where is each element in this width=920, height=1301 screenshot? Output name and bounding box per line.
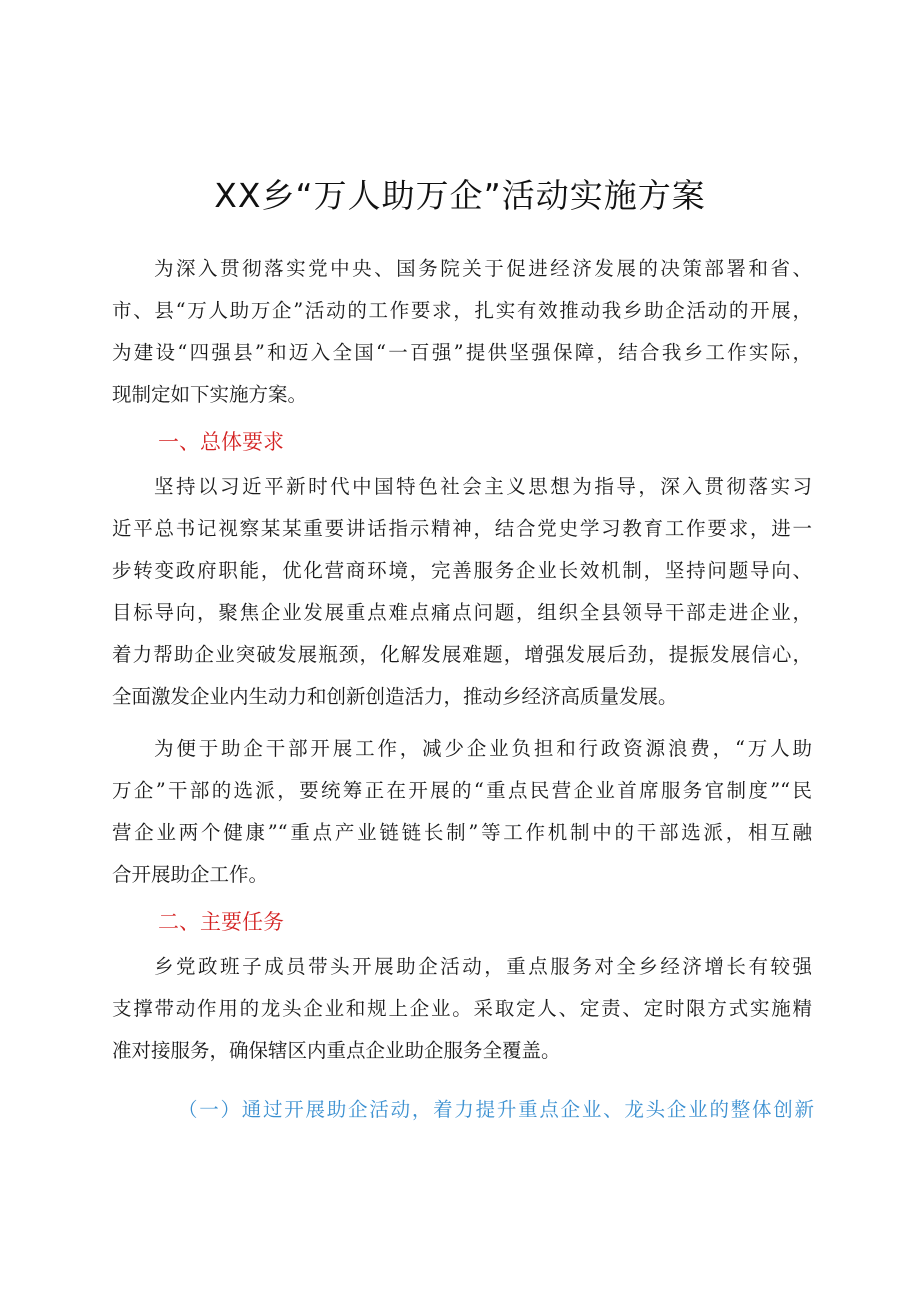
intro-line-4: 现制定如下实施方案。 — [112, 383, 308, 406]
s2p1-line-1: 乡党政班子成员带头开展助企活动，重点服务对全乡经济增长有较强 — [154, 955, 812, 978]
section-2-heading: 二、主要任务 — [158, 910, 284, 934]
document-title: XX乡“万人助万企”活动实施方案 — [214, 176, 706, 215]
s2p1-line-3: 准对接服务，确保辖区内重点企业助企服务全覆盖。 — [112, 1039, 561, 1062]
intro-line-2: 市、县“万人助万企”活动的工作要求，扎实有效推动我乡助企活动的开展， — [112, 299, 812, 322]
section-2-subheading-1: （一）通过开展助企活动，着力提升重点企业、龙头企业的整体创新 — [178, 1098, 814, 1121]
s1p1-line-2: 近平总书记视察某某重要讲话指示精神，结合党史学习教育工作要求，进一 — [112, 517, 812, 540]
s1p1-line-1: 坚持以习近平新时代中国特色社会主义思想为指导，深入贯彻落实习 — [154, 475, 812, 498]
section-2-paragraph-1 — [112, 946, 812, 1072]
section-1-paragraph-1 — [112, 466, 812, 718]
intro-paragraph — [112, 248, 812, 416]
intro-line-3: 为建设“四强县”和迈入全国“一百强”提供坚强保障，结合我乡工作实际， — [112, 341, 812, 364]
s2p1-line-2: 支撑带动作用的龙头企业和规上企业。采取定人、定责、定时限方式实施精 — [112, 997, 812, 1020]
s1p1-line-3: 步转变政府职能，优化营商环境，完善服务企业长效机制，坚持问题导向、 — [112, 559, 812, 582]
s1p1-line-5: 着力帮助企业突破发展瓶颈，化解发展难题，增强发展后劲，提振发展信心， — [112, 643, 812, 666]
section-1-heading: 一、总体要求 — [158, 430, 284, 454]
section-1-paragraph-2 — [112, 728, 812, 896]
s1p1-line-4: 目标导向，聚焦企业发展重点难点痛点问题，组织全县领导干部走进企业， — [112, 601, 812, 624]
s1p1-line-6: 全面激发企业内生动力和创新创造活力，推动乡经济高质量发展。 — [112, 685, 678, 708]
s1p2-line-3: 营企业两个健康”“重点产业链链长制”等工作机制中的干部选派，相互融 — [112, 821, 812, 844]
s1p2-line-4: 合开展助企工作。 — [112, 863, 269, 886]
intro-line-1: 为深入贯彻落实党中央、国务院关于促进经济发展的决策部署和省、 — [154, 257, 812, 280]
s1p2-line-1: 为便于助企干部开展工作，减少企业负担和行政资源浪费，“万人助 — [154, 737, 812, 760]
s1p2-line-2: 万企”干部的选派，要统筹正在开展的“重点民营企业首席服务官制度”“民 — [112, 779, 812, 802]
